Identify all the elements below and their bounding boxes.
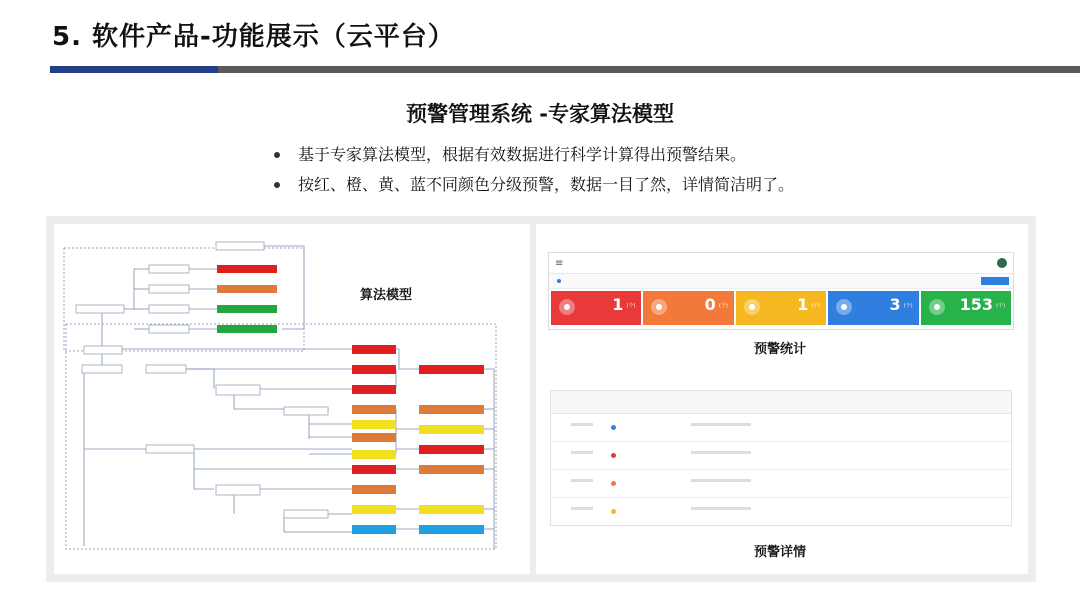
bullet-item — [274, 140, 794, 170]
warning-detail-table — [550, 390, 1012, 526]
stat-value: 153 — [959, 295, 994, 314]
caption-stats: 预警统计 — [754, 342, 807, 357]
row-placeholder — [571, 423, 593, 426]
algorithm-flow-diagram — [54, 224, 530, 574]
row-placeholder — [691, 423, 751, 426]
level-dot-icon — [611, 509, 616, 514]
level-dot-icon — [611, 453, 616, 458]
dashboard-tabs — [549, 274, 1013, 289]
stat-value: 3 — [889, 295, 901, 314]
title-underline — [50, 66, 1080, 73]
title-underline-accent — [50, 66, 218, 73]
row-placeholder — [571, 507, 593, 510]
stat-card-orange[interactable] — [643, 291, 733, 325]
stat-card-yellow[interactable] — [736, 291, 826, 325]
stat-card-green[interactable] — [921, 291, 1011, 325]
caption-algorithm: 算法模型 — [360, 288, 413, 303]
row-placeholder — [571, 451, 593, 454]
dashboard-topbar — [549, 253, 1013, 274]
stat-unit: (个) — [626, 303, 636, 309]
flow-connectors — [64, 246, 496, 549]
flow-nodes — [76, 242, 328, 518]
stat-unit: (个) — [811, 303, 821, 309]
row-placeholder — [691, 451, 751, 454]
tab-dot-icon — [557, 279, 561, 283]
row-placeholder — [571, 479, 593, 482]
bullet-text: 按红、橙、黄、蓝不同颜色分级预警，数据一目了然，详情简洁明了。 — [298, 175, 795, 194]
caption-detail: 预警详情 — [754, 545, 807, 560]
stat-unit: (个) — [718, 303, 728, 309]
tab-action-button[interactable] — [981, 277, 1009, 285]
stat-card-red[interactable] — [551, 291, 641, 325]
stat-cards — [549, 289, 1013, 325]
menu-icon[interactable]: ≡ — [555, 257, 564, 269]
bullet-dot — [274, 182, 280, 188]
bullet-item — [274, 170, 794, 200]
level-dot-icon — [611, 481, 616, 486]
table-row[interactable] — [551, 498, 1011, 525]
slide-title: 5. 软件产品-功能展示（云平台） — [52, 22, 455, 52]
stat-value: 1 — [612, 295, 624, 314]
bullet-dot — [274, 152, 280, 158]
alarm-icon — [836, 299, 852, 315]
level-dot-icon — [611, 425, 616, 430]
table-row[interactable] — [551, 414, 1011, 442]
row-placeholder — [691, 507, 751, 510]
stat-value: 1 — [797, 295, 809, 314]
alarm-icon — [559, 299, 575, 315]
bullet-text: 基于专家算法模型，根据有效数据进行科学计算得出预警结果。 — [298, 145, 747, 164]
bullet-list — [274, 140, 794, 200]
stat-unit: (个) — [996, 303, 1006, 309]
table-row[interactable] — [551, 442, 1011, 470]
check-icon — [929, 299, 945, 315]
stat-unit: (个) — [903, 303, 913, 309]
section-title: 预警管理系统 -专家算法模型 — [405, 102, 675, 126]
alarm-icon — [744, 299, 760, 315]
stat-card-blue[interactable] — [828, 291, 918, 325]
table-row[interactable] — [551, 470, 1011, 498]
avatar[interactable] — [997, 258, 1007, 268]
table-header — [551, 391, 1011, 414]
alarm-icon — [651, 299, 667, 315]
warning-stats-dashboard — [548, 252, 1014, 330]
stat-value: 0 — [704, 295, 716, 314]
row-placeholder — [691, 479, 751, 482]
